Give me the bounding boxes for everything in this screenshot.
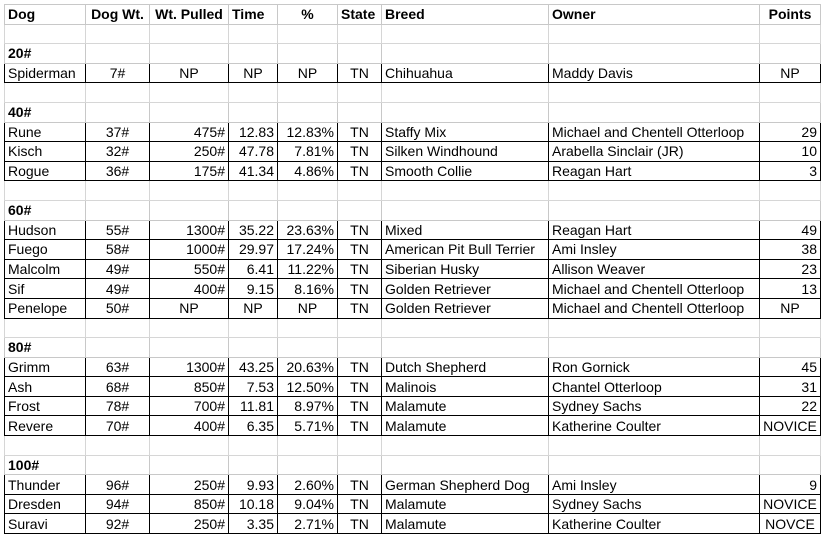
empty-cell [229,318,278,338]
results-table-body [5,5,821,534]
dog-name-cell: Rogue [5,161,86,181]
state-cell: TN [338,514,382,534]
empty-cell [338,318,382,338]
breed-cell: Staffy Mix [382,122,549,142]
weight-pulled-cell: 1300# [150,357,229,377]
empty-cell [150,181,229,201]
empty-cell [86,44,150,64]
points-cell: NOVCE [760,514,821,534]
empty-cell [150,338,229,358]
state-cell: TN [338,240,382,260]
table-row [5,122,821,142]
empty-cell [549,338,760,358]
dog-weight-cell: 94# [86,494,150,514]
empty-cell [549,318,760,338]
percent-cell: 4.86% [278,161,338,181]
table-row [5,475,821,495]
empty-cell [382,181,549,201]
empty-cell [549,24,760,44]
dog-name-cell: Ash [5,377,86,397]
empty-cell [338,181,382,201]
dog-weight-cell: 96# [86,475,150,495]
percent-cell: 2.60% [278,475,338,495]
empty-cell [278,338,338,358]
spacer-row [5,83,821,103]
dog-weight-cell: 55# [86,220,150,240]
empty-cell [278,102,338,122]
weight-class-label: 40# [5,102,86,122]
weight-class-label: 80# [5,338,86,358]
empty-cell [86,436,150,456]
time-cell: 6.41 [229,259,278,279]
breed-cell: Dutch Shepherd [382,357,549,377]
owner-cell: Ron Gornick [549,357,760,377]
percent-cell: 12.83% [278,122,338,142]
empty-cell [278,200,338,220]
time-cell: NP [229,298,278,318]
breed-cell: Golden Retriever [382,298,549,318]
dog-name-cell: Frost [5,396,86,416]
dog-name-cell: Fuego [5,240,86,260]
dog-weight-cell: 37# [86,122,150,142]
dog-weight-cell: 70# [86,416,150,436]
points-cell: 49 [760,220,821,240]
dog-name-cell: Sif [5,279,86,299]
dog-weight-cell: 7# [86,63,150,83]
empty-cell [338,338,382,358]
header-breed: Breed [382,5,549,25]
empty-cell [338,102,382,122]
breed-cell: American Pit Bull Terrier [382,240,549,260]
owner-cell: Allison Weaver [549,259,760,279]
points-cell: 45 [760,357,821,377]
empty-cell [382,24,549,44]
time-cell: NP [229,63,278,83]
breed-cell: Chihuahua [382,63,549,83]
state-cell: TN [338,396,382,416]
table-row [5,240,821,260]
header-time: Time [229,5,278,25]
header-weight-pulled: Wt. Pulled [150,5,229,25]
empty-cell [229,24,278,44]
empty-cell [382,436,549,456]
dog-weight-cell: 78# [86,396,150,416]
time-cell: 41.34 [229,161,278,181]
dog-weight-cell: 49# [86,259,150,279]
empty-cell [760,44,821,64]
owner-cell: Reagan Hart [549,220,760,240]
empty-cell [760,455,821,475]
header-row [5,5,821,25]
percent-cell: 5.71% [278,416,338,436]
table-row [5,396,821,416]
dog-name-cell: Suravi [5,514,86,534]
state-cell: TN [338,161,382,181]
empty-cell [278,24,338,44]
time-cell: 9.93 [229,475,278,495]
points-cell: NOVICE [760,494,821,514]
table-row [5,377,821,397]
empty-cell [549,181,760,201]
empty-cell [150,318,229,338]
owner-cell: Michael and Chentell Otterloop [549,279,760,299]
points-cell: 10 [760,142,821,162]
time-cell: 29.97 [229,240,278,260]
empty-cell [5,436,86,456]
spacer-row [5,318,821,338]
breed-cell: Silken Windhound [382,142,549,162]
points-cell: NP [760,298,821,318]
empty-cell [382,455,549,475]
breed-cell: Golden Retriever [382,279,549,299]
owner-cell: Ami Insley [549,475,760,495]
weight-class-row [5,338,821,358]
empty-cell [760,83,821,103]
breed-cell: Smooth Collie [382,161,549,181]
weight-class-row [5,455,821,475]
empty-cell [382,44,549,64]
owner-cell: Reagan Hart [549,161,760,181]
empty-cell [229,200,278,220]
empty-cell [760,436,821,456]
percent-cell: NP [278,298,338,318]
empty-cell [278,83,338,103]
points-cell: 31 [760,377,821,397]
dog-weight-cell: 36# [86,161,150,181]
percent-cell: 8.97% [278,396,338,416]
state-cell: TN [338,63,382,83]
empty-cell [382,200,549,220]
weight-pulled-cell: 1300# [150,220,229,240]
empty-cell [5,83,86,103]
empty-cell [760,318,821,338]
weight-class-row [5,200,821,220]
table-row [5,298,821,318]
state-cell: TN [338,357,382,377]
weight-pulled-cell: 400# [150,279,229,299]
weight-pulled-cell: 850# [150,377,229,397]
empty-cell [150,436,229,456]
weight-pulled-cell: NP [150,63,229,83]
table-row [5,220,821,240]
time-cell: 43.25 [229,357,278,377]
percent-cell: 8.16% [278,279,338,299]
weight-pulled-cell: 250# [150,475,229,495]
empty-cell [5,318,86,338]
dog-name-cell: Thunder [5,475,86,495]
empty-cell [86,338,150,358]
table-row [5,142,821,162]
state-cell: TN [338,279,382,299]
empty-cell [549,200,760,220]
weight-pulled-cell: 475# [150,122,229,142]
weight-pulled-cell: 700# [150,396,229,416]
header-owner: Owner [549,5,760,25]
empty-cell [150,102,229,122]
state-cell: TN [338,298,382,318]
owner-cell: Arabella Sinclair (JR) [549,142,760,162]
owner-cell: Katherine Coulter [549,416,760,436]
breed-cell: Siberian Husky [382,259,549,279]
owner-cell: Sydney Sachs [549,396,760,416]
empty-cell [150,24,229,44]
percent-cell: 17.24% [278,240,338,260]
state-cell: TN [338,416,382,436]
dog-name-cell: Revere [5,416,86,436]
empty-cell [5,181,86,201]
percent-cell: 20.63% [278,357,338,377]
header-dog-weight: Dog Wt. [86,5,150,25]
weight-class-row [5,102,821,122]
time-cell: 7.53 [229,377,278,397]
spacer-row [5,181,821,201]
empty-cell [382,102,549,122]
breed-cell: Malamute [382,416,549,436]
empty-cell [229,455,278,475]
empty-cell [5,24,86,44]
breed-cell: German Shepherd Dog [382,475,549,495]
points-cell: 9 [760,475,821,495]
weight-pulled-cell: NP [150,298,229,318]
empty-cell [549,436,760,456]
dog-name-cell: Grimm [5,357,86,377]
empty-cell [338,83,382,103]
empty-cell [549,455,760,475]
dog-name-cell: Rune [5,122,86,142]
breed-cell: Malamute [382,396,549,416]
time-cell: 10.18 [229,494,278,514]
percent-cell: 11.22% [278,259,338,279]
owner-cell: Michael and Chentell Otterloop [549,122,760,142]
empty-cell [549,44,760,64]
spacer-row [5,24,821,44]
weight-pulled-cell: 250# [150,514,229,534]
weight-pulled-cell: 550# [150,259,229,279]
points-cell: NOVICE [760,416,821,436]
state-cell: TN [338,494,382,514]
dog-weight-cell: 68# [86,377,150,397]
table-row [5,494,821,514]
owner-cell: Chantel Otterloop [549,377,760,397]
dog-weight-cell: 50# [86,298,150,318]
percent-cell: 7.81% [278,142,338,162]
empty-cell [338,24,382,44]
empty-cell [229,338,278,358]
empty-cell [86,102,150,122]
empty-cell [338,455,382,475]
empty-cell [150,455,229,475]
empty-cell [338,44,382,64]
empty-cell [382,338,549,358]
spacer-row [5,436,821,456]
empty-cell [86,200,150,220]
empty-cell [760,24,821,44]
state-cell: TN [338,122,382,142]
state-cell: TN [338,475,382,495]
weight-class-label: 20# [5,44,86,64]
percent-cell: 23.63% [278,220,338,240]
dog-name-cell: Penelope [5,298,86,318]
time-cell: 11.81 [229,396,278,416]
empty-cell [760,102,821,122]
time-cell: 9.15 [229,279,278,299]
percent-cell: 9.04% [278,494,338,514]
state-cell: TN [338,377,382,397]
state-cell: TN [338,220,382,240]
empty-cell [229,181,278,201]
dog-weight-cell: 63# [86,357,150,377]
owner-cell: Michael and Chentell Otterloop [549,298,760,318]
table-row [5,161,821,181]
points-cell: NP [760,63,821,83]
empty-cell [86,83,150,103]
owner-cell: Maddy Davis [549,63,760,83]
empty-cell [229,83,278,103]
breed-cell: Mixed [382,220,549,240]
empty-cell [86,24,150,44]
empty-cell [86,318,150,338]
weight-pulled-cell: 400# [150,416,229,436]
results-table [4,4,821,534]
breed-cell: Malinois [382,377,549,397]
empty-cell [229,102,278,122]
time-cell: 12.83 [229,122,278,142]
weight-class-label: 60# [5,200,86,220]
owner-cell: Sydney Sachs [549,494,760,514]
empty-cell [338,200,382,220]
state-cell: TN [338,259,382,279]
dog-weight-cell: 92# [86,514,150,534]
empty-cell [229,44,278,64]
empty-cell [229,436,278,456]
empty-cell [278,455,338,475]
empty-cell [278,318,338,338]
empty-cell [150,83,229,103]
points-cell: 29 [760,122,821,142]
points-cell: 38 [760,240,821,260]
table-row [5,416,821,436]
dog-weight-cell: 58# [86,240,150,260]
percent-cell: 2.71% [278,514,338,534]
weight-pulled-cell: 175# [150,161,229,181]
header-percent: % [278,5,338,25]
dog-name-cell: Kisch [5,142,86,162]
weight-class-row [5,44,821,64]
empty-cell [760,338,821,358]
empty-cell [382,318,549,338]
table-row [5,357,821,377]
dog-name-cell: Dresden [5,494,86,514]
empty-cell [760,181,821,201]
owner-cell: Katherine Coulter [549,514,760,534]
weight-class-label: 100# [5,455,86,475]
empty-cell [86,181,150,201]
table-row [5,279,821,299]
dog-weight-cell: 49# [86,279,150,299]
breed-cell: Malamute [382,494,549,514]
empty-cell [549,102,760,122]
empty-cell [278,436,338,456]
header-state: State [338,5,382,25]
table-row [5,514,821,534]
empty-cell [86,455,150,475]
dog-name-cell: Malcolm [5,259,86,279]
empty-cell [150,200,229,220]
empty-cell [549,83,760,103]
owner-cell: Ami Insley [549,240,760,260]
weight-pulled-cell: 250# [150,142,229,162]
header-points: Points [760,5,821,25]
empty-cell [338,436,382,456]
weight-pulled-cell: 1000# [150,240,229,260]
state-cell: TN [338,142,382,162]
empty-cell [278,44,338,64]
empty-cell [382,83,549,103]
time-cell: 47.78 [229,142,278,162]
dog-name-cell: Hudson [5,220,86,240]
dog-name-cell: Spiderman [5,63,86,83]
empty-cell [150,44,229,64]
points-cell: 23 [760,259,821,279]
points-cell: 3 [760,161,821,181]
points-cell: 13 [760,279,821,299]
empty-cell [760,200,821,220]
percent-cell: 12.50% [278,377,338,397]
weight-pulled-cell: 850# [150,494,229,514]
time-cell: 3.35 [229,514,278,534]
header-dog: Dog [5,5,86,25]
empty-cell [278,181,338,201]
breed-cell: Malamute [382,514,549,534]
time-cell: 35.22 [229,220,278,240]
table-row [5,63,821,83]
time-cell: 6.35 [229,416,278,436]
percent-cell: NP [278,63,338,83]
table-row [5,259,821,279]
points-cell: 22 [760,396,821,416]
dog-weight-cell: 32# [86,142,150,162]
